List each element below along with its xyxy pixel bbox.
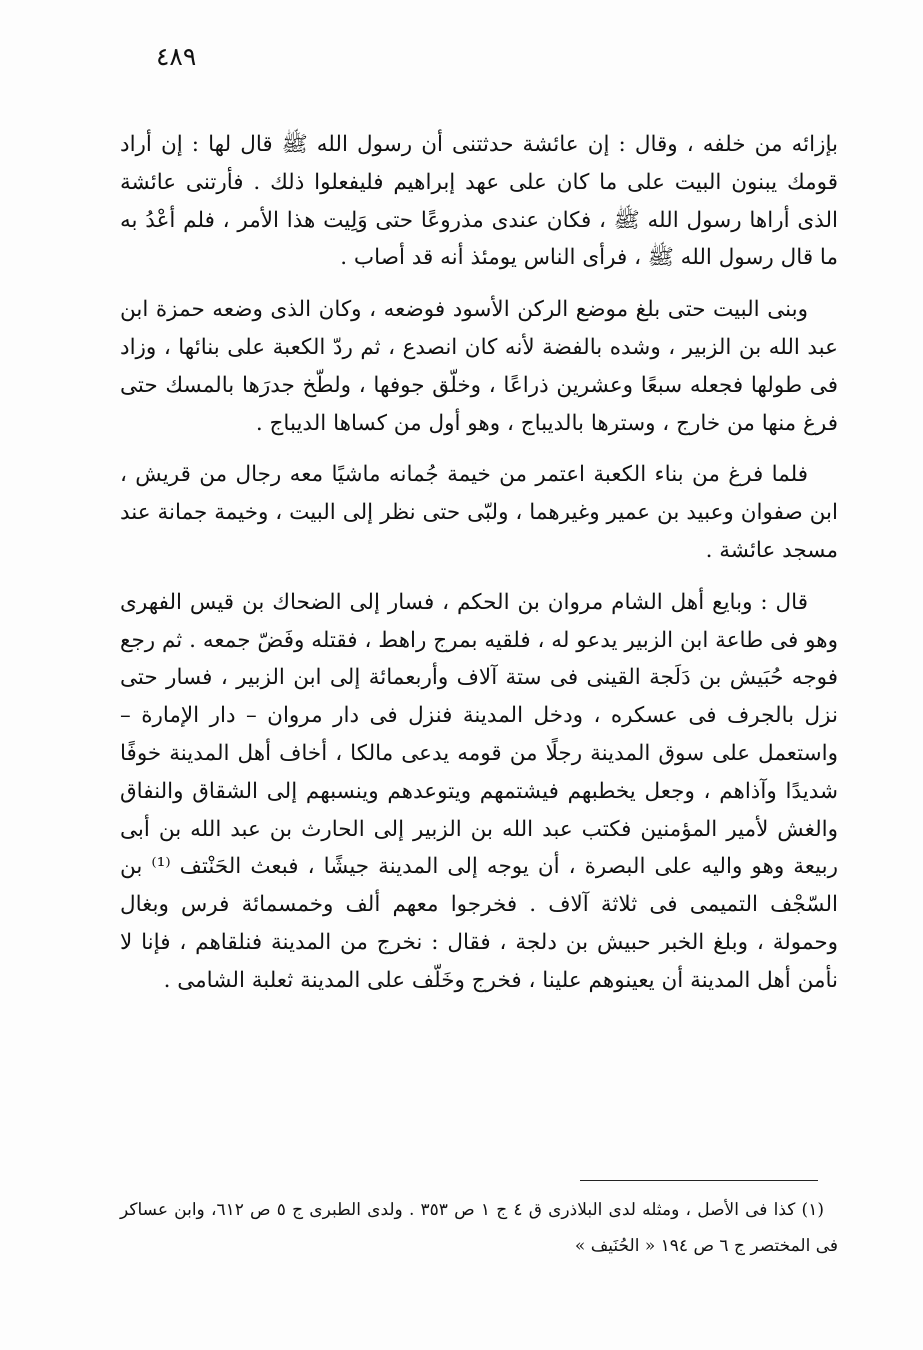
paragraph-1: بإزائه من خلفه ، وقال : إن عائشة حدثتنى أن رسول الله ﷺ قال لها : إن أراد قومك يبنون البيت على ما كان على عهد إبراهيم فليفعلوا ذلك . فأرتنى عائشة الذى أراها رسول الله ﷺ ، فكان عندى مذروعًا حتى وَلِيت هذا الأمر ، فلم أعْدُ به ما قال رسول الله ﷺ ، فرأى الناس يومئذ أنه قد أصاب . [120, 132, 838, 271]
footnote-divider [580, 1180, 818, 1181]
paragraph-4: قال : وبايع أهل الشام مروان بن الحكم ، فسار إلى الضحاك بن قيس الفهرى وهو فى طاعة ابن الزبير يدعو له ، فلقيه بمرج راهط ، فقتله وفَضّ جمعه . ثم رجع فوجه حُبَيش بن دَلَجة القينى فى ستة آلاف وأربعمائة إلى ابن الزبير ، فسار حتى نزل بالجرف فى عسكره ، ودخل المدينة فنزل فى دار مروان – دار الإمارة – واستعمل على سوق المدينة رجلًا من قومه يدعى مالكا ، أخاف أهل المدينة خوفًا شديدًا وآذاهم ، وجعل يخطبهم فيشتمهم ويتوعدهم وينسبهم إلى الشقاق والنفاق والغش لأمير المؤمنين فكتب عبد الله بن الزبير إلى الحارث بن عبد الله بن أبى ربيعة وهو واليه على البصرة ، أن يوجه إلى المدينة جيشًا ، فبعث الحَنْتف ⁽¹⁾ بن السّجْف التميمى فى ثلاثة آلاف . فخرجوا معهم ألف وخمسمائة فرس وبغال وحمولة ، وبلغ الخبر حبيش بن دلجة ، فقال : نخرج من المدينة فنلقاهم ، فإنا لا نأمن أهل المدينة أن يعينوهم علينا ، فخرج وخَلّف على المدينة ثعلبة الشامى . [120, 589, 838, 993]
page-number: ٤٨٩ [156, 42, 197, 71]
main-text [120, 126, 838, 1014]
paragraph-2: وبنى البيت حتى بلغ موضع الركن الأسود فوضعه ، وكان الذى وضعه حمزة ابن عبد الله بن الزبير ، وشده بالفضة لأنه كان انصدع ، ثم ردّ الكعبة على بنائها ، وزاد فى طولها فجعله سبعًا وعشرين ذراعًا ، وخلّق جوفها ، ولطّخ جدرَها بالمسك حتى فرغ منها من خارج ، وسترها بالديباج ، وهو أول من كساها الديباج . [120, 297, 838, 436]
footnote-1: (١) كذا فى الأصل ، ومثله لدى البلاذرى ق ٤ ج ١ ص ٣٥٣ . ولدى الطبرى ج ٥ ص ٦١٢، وابن عساكر فى المختصر ج ٦ ص ١٩٤ « الحُنَيف » [120, 1200, 838, 1256]
footnotes [120, 1192, 838, 1264]
paragraph-3: فلما فرغ من بناء الكعبة اعتمر من خيمة جُمانه ماشيًا معه رجال من قريش ، ابن صفوان وعبيد بن عمير وغيرهما ، ولبّى حتى نظر إلى البيت ، وخيمة جمانة عند مسجد عائشة . [120, 462, 838, 563]
